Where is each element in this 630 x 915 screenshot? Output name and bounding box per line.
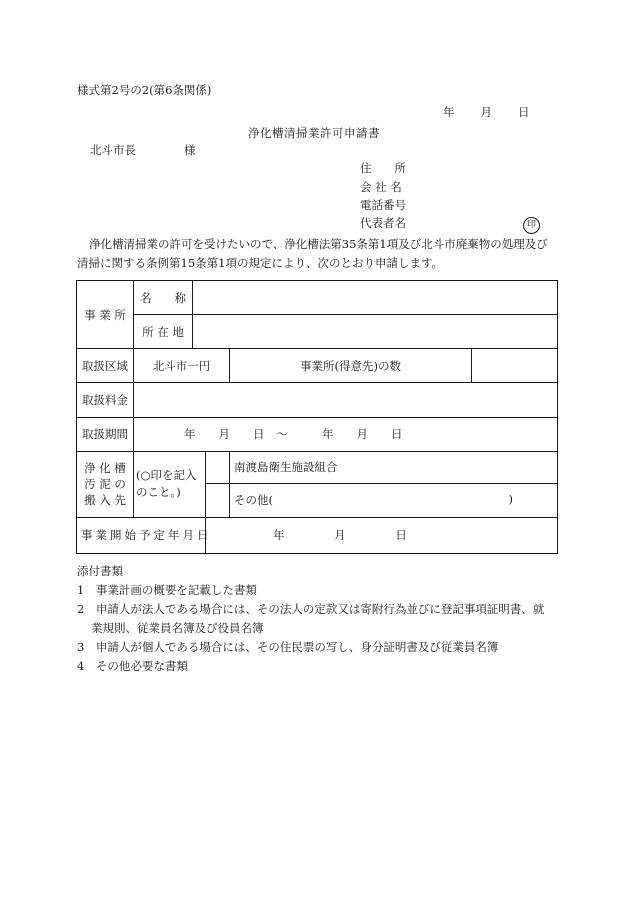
attachment-item-2: 2 申請人が法人である場合には、その法人の定款又は寄附行為並びに登記事項証明書、就 [77,602,545,616]
company-label: 会 社 名 [360,180,402,194]
start-day: 日 [395,528,407,543]
clients-field[interactable] [472,349,558,383]
page-title: 浄化槽清掃業許可申請書 [248,126,380,140]
sludge-label-line3: 搬 入 先 [84,493,126,508]
location-label: 所 在 地 [134,315,193,349]
sludge-label-line2: 汚 泥 の [84,477,126,492]
sludge-destination-label [77,451,134,517]
attachment-item-3: 3 申請人が個人である場合には、その住民票の写し、身分証明書及び従業員名簿 [77,640,499,654]
other-open: その他( [234,493,273,508]
submission-date [443,107,530,119]
addressee: 北斗市長 [90,143,136,157]
start-month: 月 [334,528,346,543]
date-day: 日 [518,105,530,119]
representative-label: 代表者名 [360,216,406,230]
destination-option-1: 南渡島衛生施設組合 [230,451,558,483]
phone-label: 電話番号 [360,198,406,212]
circle-note-line2: のこと。) [136,485,181,500]
start-date-label: 事業開始予定年月日 [77,517,206,553]
fee-label: 取扱料金 [77,383,134,417]
period-value[interactable]: 年 月 日 ～ 年 月 日 [134,417,558,451]
honorific: 様 [184,143,196,157]
form-number: 様式第2号の2(第6条関係) [77,83,212,97]
destination-option-2[interactable] [230,483,558,517]
circle-note-line1: (○印を記入 [136,468,197,483]
application-table [76,280,558,554]
address-label: 住 所 [360,161,406,175]
start-date-value[interactable] [206,517,558,553]
circle-mark-1[interactable] [206,451,230,483]
clients-label: 事業所(得意先)の数 [230,349,472,383]
circle-instruction [134,451,206,517]
start-year: 年 [273,528,285,543]
seal-mark: 印 [523,217,540,234]
other-close: ) [508,492,514,507]
area-label: 取扱区域 [77,349,134,383]
fee-field[interactable] [134,383,558,417]
location-field[interactable] [193,315,558,349]
sludge-label-line1: 浄 化 槽 [84,461,126,476]
period-label: 取扱期間 [77,417,134,451]
date-month: 月 [480,105,492,119]
attachment-item-2-cont: 業規則、従業員名簿及び役員名簿 [91,621,264,635]
date-year: 年 [443,105,455,119]
circle-mark-2[interactable] [206,483,230,517]
name-label: 名 称 [134,281,193,315]
name-field[interactable] [193,281,558,315]
intro-paragraph: 浄化槽清掃業の許可を受けたいので、浄化槽法第35条第1項及び北斗市廃棄物の処理及び清掃に関する条例第15条第1項の規定により、次のとおり申請します。 [77,237,548,270]
attachment-item-1: 1 事業計画の概要を記載した書類 [77,583,257,597]
area-value: 北斗市一円 [134,349,230,383]
attachments-heading: 添付書類 [77,564,123,578]
attachment-item-4: 4 その他必要な書類 [77,659,188,673]
office-label: 事 業 所 [77,281,134,349]
